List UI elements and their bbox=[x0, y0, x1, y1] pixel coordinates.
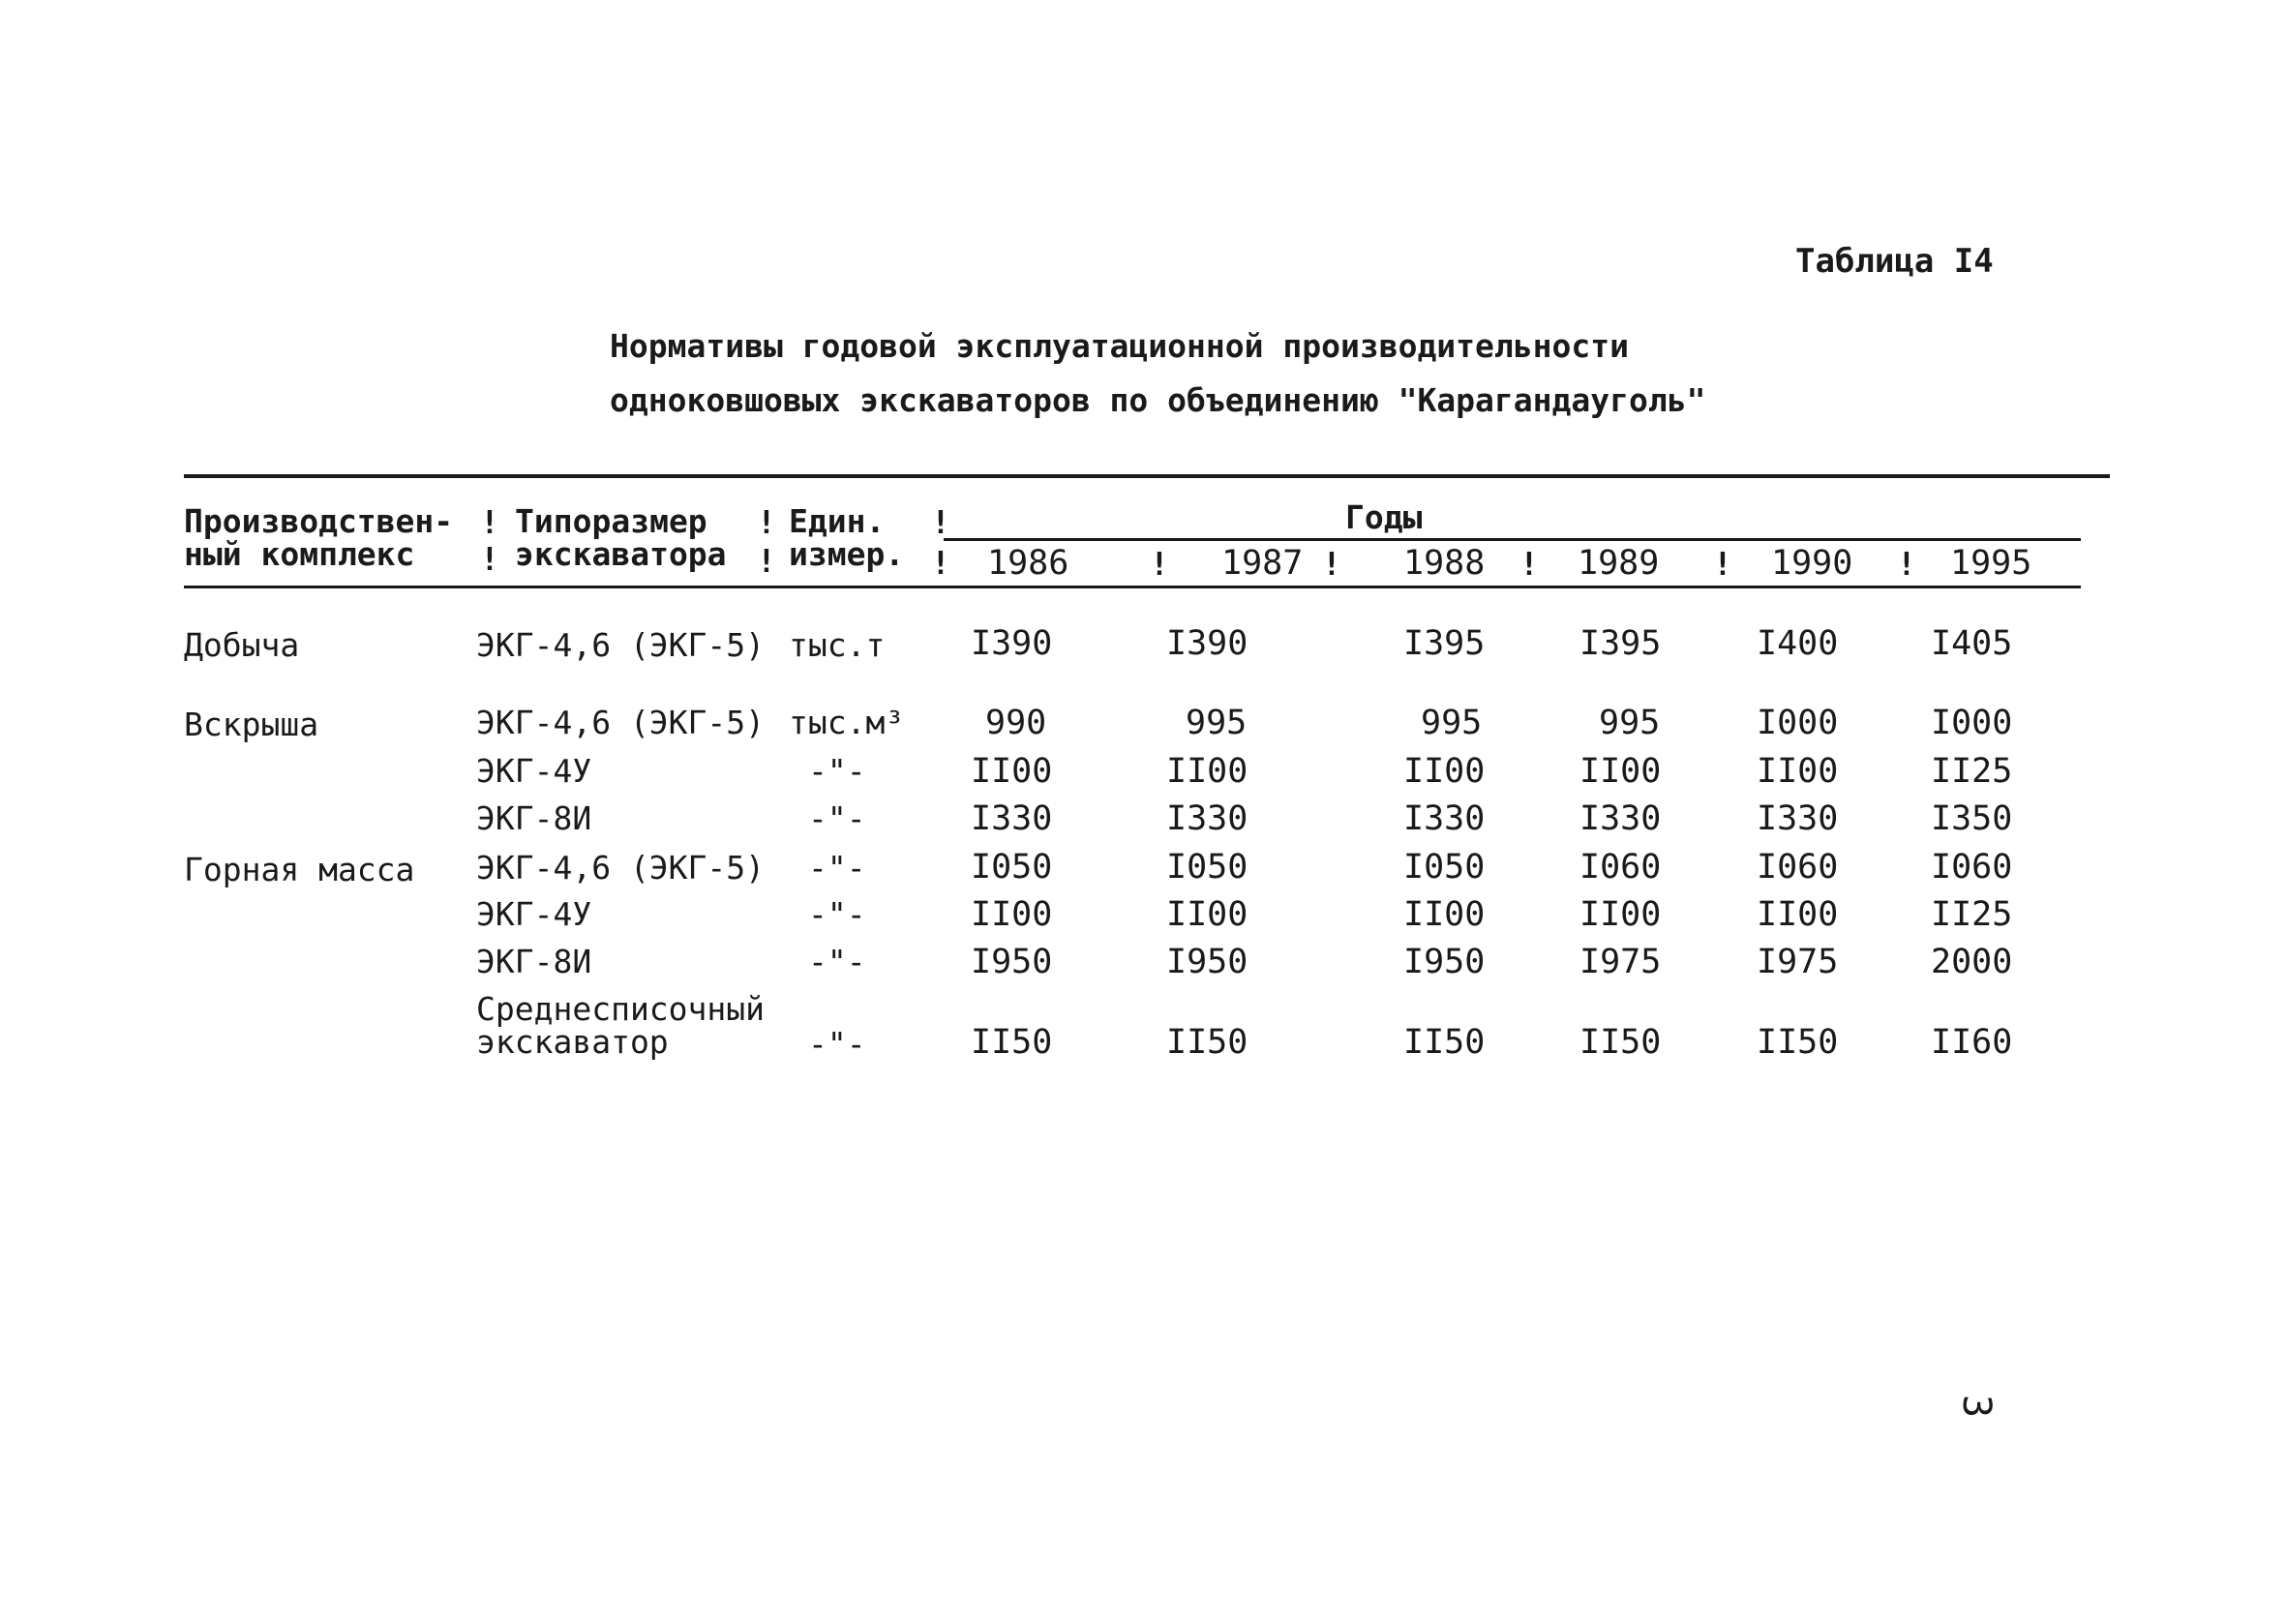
header-years-label: Годы bbox=[1345, 498, 1423, 536]
row-value: II00 bbox=[1757, 752, 1839, 791]
row-type: ЭКГ-4,6 (ЭКГ-5) bbox=[476, 849, 766, 887]
row-value: I060 bbox=[1931, 848, 2013, 887]
row-unit: -"- bbox=[808, 943, 866, 980]
table-title bbox=[610, 319, 1705, 428]
header-separator: ! bbox=[931, 503, 950, 541]
row-value: I000 bbox=[1931, 704, 2013, 742]
row-complex: Вскрыша bbox=[184, 706, 319, 743]
row-unit: тыс.м³ bbox=[789, 704, 905, 741]
header-separator: ! bbox=[1150, 545, 1169, 583]
row-value: 2000 bbox=[1931, 943, 2013, 981]
row-value: II50 bbox=[1403, 1023, 1486, 1062]
header-year-1990: 1990 bbox=[1771, 544, 1853, 583]
header-unit: Един. измер. bbox=[789, 502, 905, 573]
row-value: 990 bbox=[985, 704, 1047, 742]
row-value: II50 bbox=[971, 1023, 1053, 1062]
header-type: Типоразмер экскаватора bbox=[515, 502, 727, 573]
header-separator: ! bbox=[931, 544, 950, 582]
row-value: I975 bbox=[1579, 943, 1662, 981]
header-separator: ! bbox=[1519, 545, 1539, 583]
row-value: 995 bbox=[1421, 704, 1483, 742]
header-separator: ! bbox=[1322, 545, 1341, 583]
header-separator: ! bbox=[480, 540, 499, 578]
row-value: I950 bbox=[971, 943, 1053, 981]
row-value: I950 bbox=[1403, 943, 1486, 981]
row-type: ЭКГ-4У bbox=[476, 895, 592, 933]
row-value: I405 bbox=[1931, 624, 2013, 663]
row-value: I330 bbox=[1166, 799, 1248, 838]
header-separator: ! bbox=[480, 503, 499, 541]
page-number: 3 bbox=[1954, 1394, 2000, 1419]
row-value: I975 bbox=[1757, 943, 1839, 981]
row-value: I050 bbox=[971, 848, 1053, 887]
header-complex: Производствен- ный комплекс bbox=[184, 502, 454, 573]
row-value: II00 bbox=[1403, 895, 1486, 934]
row-value: II60 bbox=[1931, 1023, 2013, 1062]
row-value: I330 bbox=[1579, 799, 1662, 838]
table-number: Таблица I4 bbox=[1795, 242, 1994, 281]
header-year-1988: 1988 bbox=[1403, 544, 1486, 583]
row-value: I400 bbox=[1757, 624, 1839, 663]
row-unit: -"- bbox=[808, 752, 866, 790]
row-complex: Добыча bbox=[184, 626, 300, 664]
row-type: ЭКГ-4У bbox=[476, 752, 592, 790]
row-value: I950 bbox=[1166, 943, 1248, 981]
header-year-1989: 1989 bbox=[1578, 544, 1660, 583]
row-value: II00 bbox=[1579, 752, 1662, 791]
row-type: ЭКГ-8И bbox=[476, 943, 592, 980]
row-value: I395 bbox=[1579, 624, 1662, 663]
row-unit: тыс.т bbox=[789, 626, 886, 664]
table-top-rule bbox=[184, 474, 2110, 478]
row-value: I350 bbox=[1931, 799, 2013, 838]
row-value: I395 bbox=[1403, 624, 1486, 663]
title-line-1: Нормативы годовой эксплуатационной производительности bbox=[610, 327, 1629, 365]
row-value: I000 bbox=[1757, 704, 1839, 742]
row-value: I330 bbox=[971, 799, 1053, 838]
row-value: II00 bbox=[1579, 895, 1662, 934]
header-separator: ! bbox=[1897, 545, 1916, 583]
row-value: I060 bbox=[1757, 848, 1839, 887]
row-type: ЭКГ-4,6 (ЭКГ-5) bbox=[476, 626, 766, 664]
row-value: II00 bbox=[971, 895, 1053, 934]
row-value: II00 bbox=[1166, 752, 1248, 791]
row-value: II50 bbox=[1166, 1023, 1248, 1062]
row-value: II00 bbox=[1757, 895, 1839, 934]
row-value: II25 bbox=[1931, 752, 2013, 791]
row-complex: Горная масса bbox=[184, 851, 415, 888]
row-value: II50 bbox=[1757, 1023, 1839, 1062]
row-unit: -"- bbox=[808, 1025, 866, 1063]
row-unit: -"- bbox=[808, 799, 866, 837]
row-type: ЭКГ-4,6 (ЭКГ-5) bbox=[476, 704, 766, 741]
row-value: 995 bbox=[1599, 704, 1661, 742]
header-year-1986: 1986 bbox=[987, 544, 1069, 583]
header-separator: ! bbox=[1713, 545, 1732, 583]
header-separator: ! bbox=[757, 542, 776, 580]
row-value: II00 bbox=[1166, 895, 1248, 934]
row-type: Среднесписочный экскаватор bbox=[476, 990, 766, 1061]
row-value: I390 bbox=[971, 624, 1053, 663]
row-type: ЭКГ-8И bbox=[476, 799, 592, 837]
row-value: I390 bbox=[1166, 624, 1248, 663]
row-value: 995 bbox=[1186, 704, 1248, 742]
row-value: II00 bbox=[971, 752, 1053, 791]
row-unit: -"- bbox=[808, 849, 866, 887]
row-unit: -"- bbox=[808, 895, 866, 933]
row-value: I330 bbox=[1403, 799, 1486, 838]
header-year-1987: 1987 bbox=[1221, 544, 1304, 583]
row-value: I050 bbox=[1403, 848, 1486, 887]
row-value: I050 bbox=[1166, 848, 1248, 887]
header-separator: ! bbox=[757, 503, 776, 541]
title-line-2: одноковшовых экскаваторов по объединению "Карагандауголь" bbox=[610, 381, 1706, 419]
years-underline bbox=[944, 538, 2081, 541]
row-value: II25 bbox=[1931, 895, 2013, 934]
header-year-1995: 1995 bbox=[1950, 544, 2032, 583]
header-bottom-rule bbox=[184, 586, 2081, 588]
row-value: II50 bbox=[1579, 1023, 1662, 1062]
row-value: II00 bbox=[1403, 752, 1486, 791]
row-value: I060 bbox=[1579, 848, 1662, 887]
row-value: I330 bbox=[1757, 799, 1839, 838]
